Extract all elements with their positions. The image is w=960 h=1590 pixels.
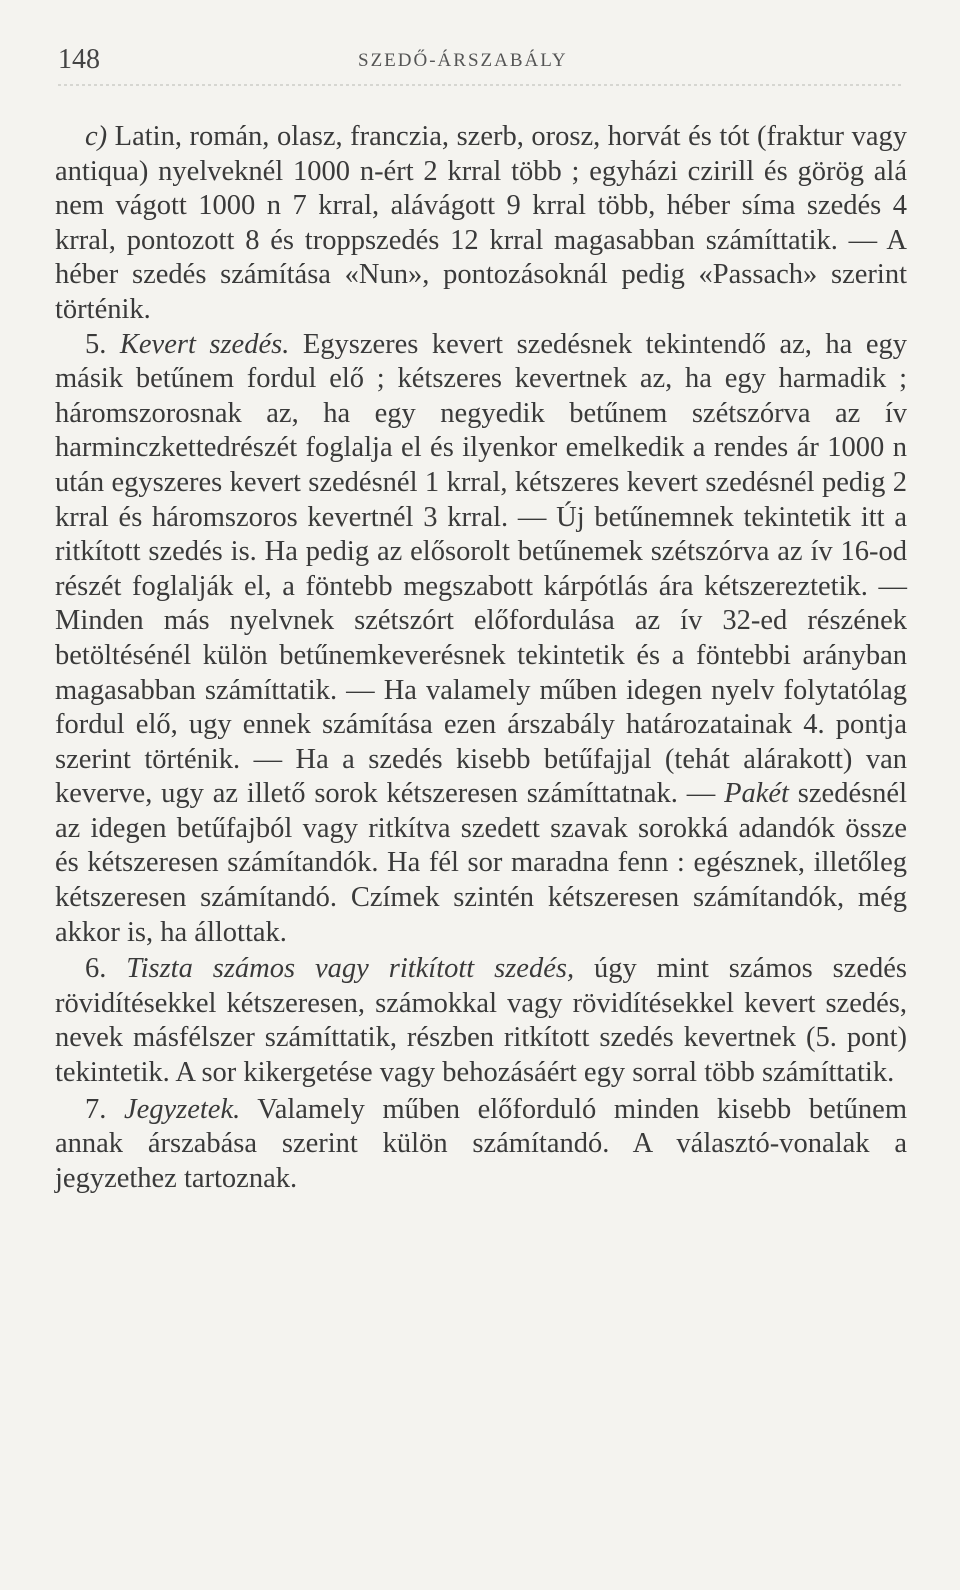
paragraph-text: Valamely műben előforduló minden kisebb betűnem annak árszabása szerint külön számítandó. A választó-vonalak a jegyzethez tartoznak. (55, 1093, 907, 1194)
paragraph-6 (55, 952, 907, 1090)
page-number: 148 (58, 44, 100, 75)
paragraph-text-continued: szedésnél az idegen betűfajból vagy ritkítva szedett szavak sorokká adandók össze és kétszeresen számítandók. Ha fél sor maradna fenn : egésznek, illetőleg kétszeresen számítandó. Czímek szintén kétszeresen számítandók, még akkor is, ha állottak. (55, 778, 908, 948)
paragraph-number: 5. (85, 328, 107, 360)
running-head: SZEDŐ-ÁRSZABÁLY (358, 50, 568, 71)
paragraph-number: 7. (85, 1093, 107, 1125)
header-rule (58, 84, 902, 86)
page-header (58, 44, 900, 80)
paragraph-text: Egyszeres kevert szedésnek tekintendő az, ha egy másik betűnem fordul elő ; kétszeres kevertnek az, ha egy harmadik ; háromszorosnak az, ha egy negyedik betűnem szétszórva az ív harminczkettedrészét foglalja el és ilyenkor emelkedik a rendes ár 1000 n után egyszeres kevert szedésnél 1 krral, kétszeres kevert szedésnél pedig 2 krral és háromszoros kevertnél 3 krral. — Új betűnemnek tekintetik itt a ritkított szedés is. Ha pedig az elősorolt betűnemek szétszórva az ív 16-od részét foglalják el, a föntebb megszabott kárpótlás ára kétszereztetik. — Minden más nyelvnek szétszórt előfordulása az ív 32-ed részének betöltésénél külön betűnemkeverésnek tekintetik és a föntebbi arányban magasabban számíttatik. — Ha valamely műben idegen nyelv folytatólag fordul elő, ugy ennek számítása ezen árszabály határozatainak 4. pontja szerint történik. — Ha a szedés kisebb betűfajjal (tehát alárakott) van keverve, ugy az illető sorok kétszeresen számíttatnak. — (55, 328, 907, 810)
paragraph-5 (55, 328, 907, 951)
page-body (55, 120, 907, 1196)
paragraph-title: Tiszta számos vagy ritkított szedés, (126, 953, 575, 985)
paragraph-title: Jegyzetek. (123, 1093, 241, 1125)
paragraph-text: úgy mint számos szedés rövidítésekkel kétszeresen, számokkal vagy rövidítésekkel kevert szedés, nevek másfélszer számíttatik, részben ritkított szedés kevertnek (5. pont) tekintetik. A sor kikergetése vagy behozásáért egy sorral több számíttatik. (55, 953, 907, 1089)
paragraph-label: c) (85, 121, 108, 152)
paragraph-italic-word: Pakét (724, 778, 789, 810)
paragraph-number: 6. (85, 953, 107, 985)
paragraph-title: Kevert szedés. (119, 328, 290, 360)
paragraph-text: Latin, román, olasz, franczia, szerb, orosz, horvát és tót (fraktur vagy antiqua) nyelveknél 1000 n-ért 2 krral több ; egyházi czirill és görög alá nem vágott 1000 n 7 krral, alávágott 9 krral több, héber síma szedés 4 krral, pontozott 8 és troppszedés 12 krral magasabban számíttatik. — A héber szedés számítása «Nun», pontozásoknál pedig «Passach» szerint történik. (55, 121, 907, 325)
paragraph-7 (55, 1093, 907, 1197)
paragraph-c (55, 120, 907, 328)
